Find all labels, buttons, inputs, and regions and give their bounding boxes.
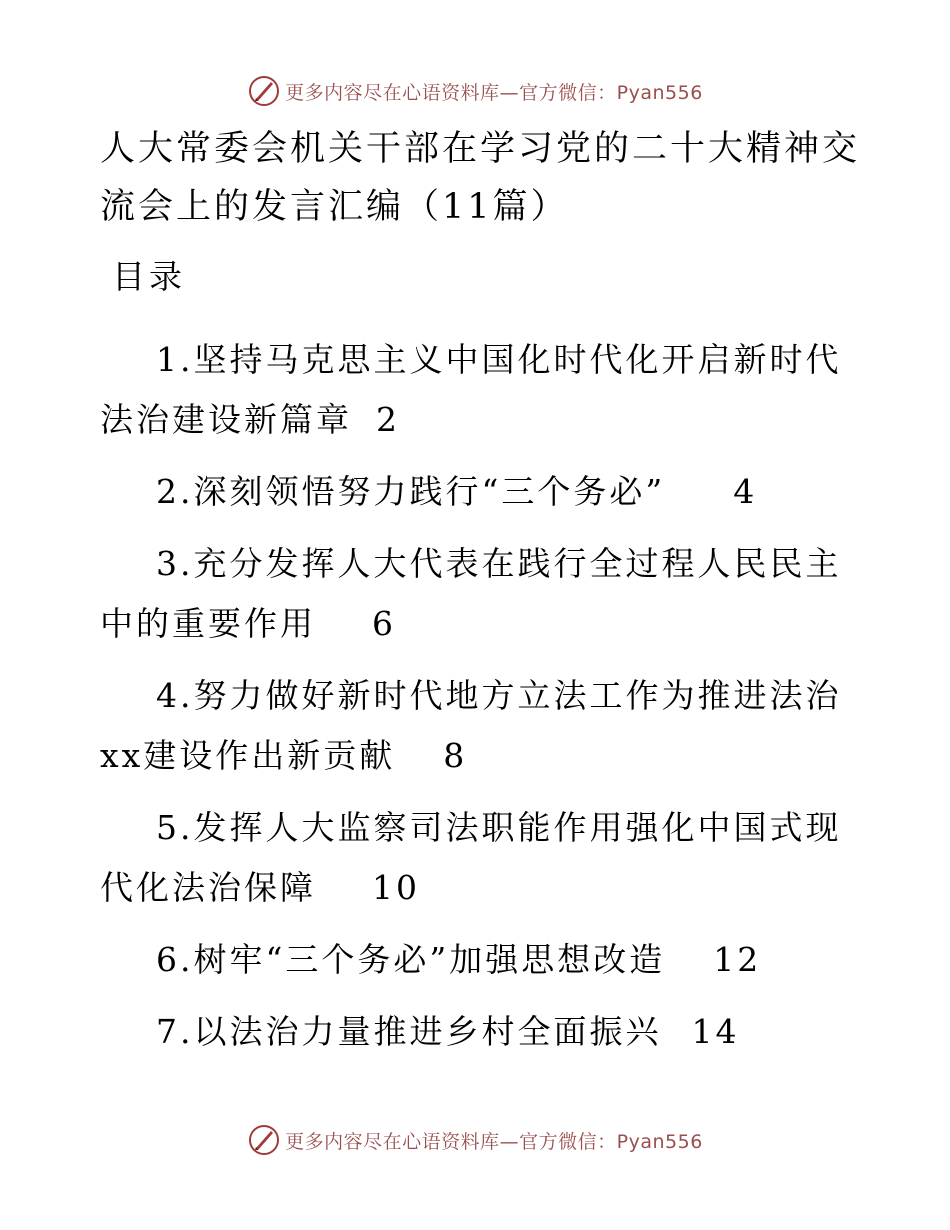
watermark-banner-bottom (0, 1120, 950, 1160)
watermark-banner-top (0, 71, 950, 111)
quill-pen-seal-icon (247, 1123, 281, 1157)
toc-item-page: 10 (372, 868, 420, 907)
toc-item-text: 4.努力做好新时代地方立法工作为推进法治xx建设作出新贡献 (100, 676, 842, 775)
toc-item (100, 534, 845, 654)
toc-heading: 目录 (112, 257, 186, 296)
toc-item-text: 5.发挥人大监察司法职能作用强化中国式现代化法治保障 (100, 808, 842, 907)
document-title: 人大常委会机关干部在学习党的二十大精神交流会上的发言汇编（11篇） (100, 129, 861, 227)
toc-item (100, 930, 845, 990)
toc-item (100, 1002, 845, 1062)
toc-item (100, 798, 845, 918)
toc-item-text: 2.深刻领悟努力践行“三个务必” (156, 472, 666, 511)
toc-item-text: 3.充分发挥人大代表在践行全过程人民民主中的重要作用 (100, 544, 842, 643)
quill-pen-seal-icon (247, 74, 281, 108)
toc-item-page: 12 (713, 940, 762, 979)
toc-item (100, 666, 845, 786)
toc-item (100, 330, 845, 450)
watermark-text: 更多内容尽在心语资料库—官方微信：Pyan556 (285, 1130, 703, 1153)
toc-item-text: 6.树牢“三个务必”加强思想改造 (156, 940, 666, 979)
toc-item-text: 7.以法治力量推进乡村全面振兴 (156, 1012, 662, 1051)
toc-item-page: 8 (443, 736, 468, 775)
toc-item-text: 1.坚持马克思主义中国化时代化开启新时代法治建设新篇章 (100, 340, 842, 439)
table-of-contents (100, 330, 845, 1074)
toc-item-page: 6 (372, 604, 396, 643)
toc-item-page: 2 (376, 400, 400, 439)
watermark-text: 更多内容尽在心语资料库—官方微信：Pyan556 (285, 81, 703, 104)
toc-item-page: 4 (733, 472, 758, 511)
toc-item (100, 462, 845, 522)
toc-item-page: 14 (691, 1012, 740, 1051)
